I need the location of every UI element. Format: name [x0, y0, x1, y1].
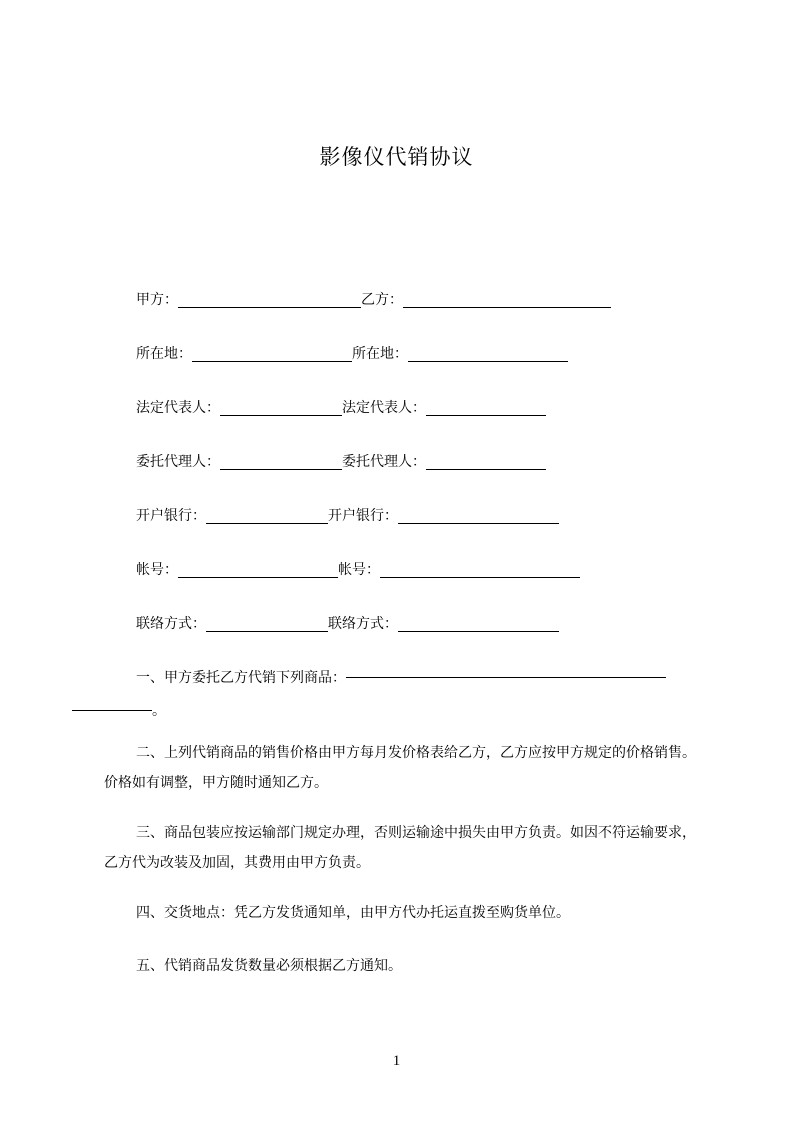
party-b-account-blank[interactable] — [380, 560, 580, 578]
party-b-agent-label: 委托代理人： — [342, 454, 426, 470]
party-a-blank[interactable] — [178, 290, 361, 308]
party-a-legal-rep-label: 法定代表人： — [136, 400, 220, 416]
field-row-legal-rep — [136, 396, 611, 420]
document-title: 影像仪代销协议 — [319, 145, 474, 169]
clause-1-end: 。 — [152, 703, 166, 719]
clause-3-text: 三、商品包装应按运输部门规定办理，否则运输途中损失由甲方负责。如因不符运输要求，乙方代为改装及加固，其费用由甲方负责。 — [104, 825, 696, 871]
party-a-bank-blank[interactable] — [206, 506, 328, 524]
party-b-legal-rep-label: 法定代表人： — [342, 400, 426, 416]
clause-4-text: 四、交货地点：凭乙方发货通知单，由甲方代办托运直拨至购货单位。 — [136, 905, 570, 921]
party-a-account-blank[interactable] — [178, 560, 338, 578]
party-b-blank[interactable] — [403, 290, 611, 308]
party-a-agent-blank[interactable] — [220, 452, 342, 470]
party-b-label: 乙方： — [361, 292, 403, 308]
party-a-contact-blank[interactable] — [206, 614, 328, 632]
party-fields — [136, 288, 611, 666]
party-a-bank-label: 开户银行： — [136, 508, 206, 524]
field-row-contact — [136, 612, 611, 636]
clause-5-text: 五、代销商品发货数量必须根据乙方通知。 — [136, 958, 402, 974]
clause-3 — [104, 818, 702, 878]
clause-5 — [104, 951, 702, 981]
field-row-party — [136, 288, 611, 312]
field-row-address — [136, 342, 611, 366]
goods-blank-continued[interactable] — [72, 693, 152, 711]
party-b-bank-blank[interactable] — [398, 506, 559, 524]
goods-blank[interactable] — [346, 660, 666, 678]
party-b-contact-label: 联络方式： — [328, 616, 398, 632]
clause-1 — [104, 660, 702, 726]
party-b-legal-rep-blank[interactable] — [426, 398, 546, 416]
page-number: 1 — [392, 1053, 401, 1069]
clause-2 — [104, 738, 702, 798]
party-b-account-label: 帐号： — [338, 562, 380, 578]
clause-4 — [104, 898, 702, 928]
field-row-bank — [136, 504, 611, 528]
party-b-bank-label: 开户银行： — [328, 508, 398, 524]
party-a-contact-label: 联络方式： — [136, 616, 206, 632]
party-a-address-label: 所在地： — [136, 346, 192, 362]
field-row-agent — [136, 450, 611, 474]
clause-1-text: 一、甲方委托乙方代销下列商品： — [136, 670, 346, 686]
party-b-address-label: 所在地： — [352, 346, 408, 362]
party-a-agent-label: 委托代理人： — [136, 454, 220, 470]
party-b-agent-blank[interactable] — [426, 452, 546, 470]
party-a-legal-rep-blank[interactable] — [220, 398, 342, 416]
party-a-label: 甲方： — [136, 292, 178, 308]
field-row-account — [136, 558, 611, 582]
party-b-address-blank[interactable] — [408, 344, 568, 362]
clause-2-text: 二、上列代销商品的销售价格由甲方每月发价格表给乙方，乙方应按甲方规定的价格销售。价格如有调整，甲方随时通知乙方。 — [104, 745, 696, 791]
party-a-account-label: 帐号： — [136, 562, 178, 578]
party-b-contact-blank[interactable] — [398, 614, 559, 632]
party-a-address-blank[interactable] — [192, 344, 352, 362]
